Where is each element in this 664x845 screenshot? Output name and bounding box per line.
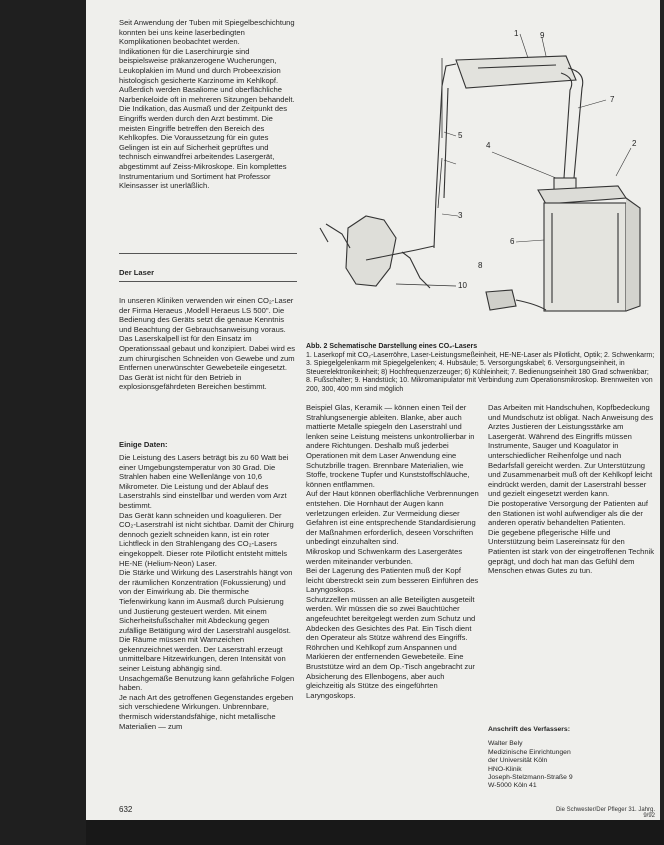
footswitch xyxy=(486,290,516,310)
paragraph: Je nach Art des getroffenen Gegenstandes ergeben sich verschiedene Wirkungen. Unbrennbare, thermisch widerstandsfähige, nicht metallische Materialien — zum xyxy=(119,692,294,731)
paragraph: Das Gerät kann schneiden und koagulieren. Der CO₂-Laserstrahl ist nicht sichtbar. Damit der Chirurg dennoch gezielt schneiden kann, ist ein roter Lichtfleck in den Strahlengang des CO₂-Lasers eingekoppelt. Dieser rote Pilotlicht entsteht mittels HE-NE (Helium-Neon) Laser. xyxy=(119,510,294,568)
callout-2: 2 xyxy=(632,139,637,148)
column-1-data xyxy=(119,453,297,731)
scan-right-edge xyxy=(660,0,664,820)
column-2 xyxy=(306,403,479,700)
laser-head xyxy=(456,56,576,88)
section-title-data: Einige Daten: xyxy=(119,440,168,449)
supply-unit xyxy=(544,203,626,311)
author-line: W-5000 Köln 41 xyxy=(488,782,537,790)
callout-1: 1 xyxy=(514,29,519,38)
callout-9: 9 xyxy=(540,31,545,40)
paragraph: Die Stärke und Wirkung des Laserstrahls hängt von der räumlichen Konzentration (Fokussierung) und von der Einwirkung ab. Die thermische Tiefenwirkung kann im Ausmaß durch Pulsierung und Justierung gesteuert werden. Mit einem Sicherheitsfußschalter mit Abdeckung gegen zufällige Betätigung wird der Laserstrahl ausgelöst. Die Räume müssen mit Warnzeichen gekennzeichnet werden. Der Laserstrahl erzeugt unmittelbare Hitzewirkungen, deren Intensität von seiner Leistung abhängig sind. xyxy=(119,568,293,674)
paragraph: Indikationen für die Laserchirurgie sind beispielsweise präkanzerogene Wucherungen, Leukoplakien im Mund und durch Probeexzision histologisch gesicherte Karzinome im Kehlkopf. Außerdich werden Basaliome und oberflächliche Narbenkeloide oft in mehreren Sitzungen behandelt. xyxy=(119,46,295,104)
paragraph: Die Indikation, das Ausmaß und der Zeitpunkt des Eingriffs werden durch den Arzt bestimmt. Die meisten Eingriffe betreffen den Bereich des Kehlkopfes. Die Voraussetzung für ein gutes Gelingen ist ein auf Sicherheit geprüftes und technisch einwandfrei arbeitendes Lasergerät, abgestimmt auf Zeiss-Mikroskope. Ein komplettes Instrumentarium und Sortiment hat Professor Kleinsasser ist unerläßlich. xyxy=(119,104,288,191)
caption-title: Abb. 2 Schematische Darstellung eines CO₂-Lasers xyxy=(306,343,478,350)
paragraph: Die postoperative Versorgung der Patienten auf den Stationen ist wohl aufwendiger als die der anderen operativ behandelten Patienten. xyxy=(488,498,648,528)
paragraph: Bei der Lagerung des Patienten muß der Kopf leicht überstreckt sein zum besseren Einführen des Laryngoskops. xyxy=(306,566,479,595)
paragraph: Die gegebene pflegerische Hilfe und Unterstützung beim Lasereinsatz für den Patienten ist stark von der eingetroffenen Technik geprägt, und doch hat man das Gefühl dem Menschen etwas Gutes zu tun. xyxy=(488,527,655,576)
column-1-laser xyxy=(119,296,297,392)
paragraph: Beispiel Glas, Keramik — können einen Teil der Strahlungsenergie ableiten. Blanke, aber auch mattierte Metalle spiegeln den Laserstrahl und lenken seine Leistung meistens unkontrollierbar in andere Richtungen. Deshalb muß jederbei Operationen mit dem Laser Anwendung eine Schutzbrille tragen. Brennbare Materialien, wie Stoffe, trockene Tupfer und Kunststoffschläuche, können entflammen. xyxy=(306,403,475,489)
paragraph: Auf der Haut können oberflächliche Verbrennungen entstehen. Die Hornhaut der Augen kann verletzungen erleiden. Zur Vermeidung dieser Gefahren ist eine entsprechende Standardisierung der Maßnahmen erforderlich, deseen Vorschriften unbedingt einzuhalten sind. xyxy=(306,489,479,547)
callout-10: 10 xyxy=(458,281,467,290)
paragraph: Schutzzellen müssen an alle Beteiligten ausgeteilt werden. Wir müssen die so zwei Bauchtücher angefeuchtet bereitgelegt werden zum Schutz und Abdecken des Gesichtes des Pat. Ein Tisch dient den Operateur als Stütze während des Eingriffs. Röhrchen und Kehlkopf zum Anspannen und Markieren der entfernenden Gewebeteile. Eine Bruststütze wird an dem Op.-Tisch angebracht zur Absicherung des Ellenbogens, aber auch gleichzeitig als Stütze des eingeführten Laryngoskops. xyxy=(306,594,476,700)
paragraph: Unsachgemäße Benutzung kann gefährliche Folgen haben. xyxy=(119,673,295,693)
section-title-laser: Der Laser xyxy=(119,268,155,277)
paragraph: Das Laserskalpell ist für den Einsatz im Operationssaal gebaut und konzipiert. Dabei wird es zum chirurgischen Schneiden von Gewebe und zum Entfernen unerwünschter Gewebeteile eingesetzt. xyxy=(119,334,296,373)
author-line: Walter Bely xyxy=(488,740,523,748)
callout-4: 4 xyxy=(486,141,491,150)
scan-left-edge xyxy=(0,0,86,845)
column-3 xyxy=(488,403,655,576)
paragraph: Seit Anwendung der Tuben mit Spiegelbeschichtung konnten bei uns keine laserbedingten Komplikationen beobachtet werden. xyxy=(119,18,295,47)
callout-3: 3 xyxy=(458,211,463,220)
author-heading: Anschrift des Verfassers: xyxy=(488,726,570,733)
author-line: Medizinische Einrichtungen xyxy=(488,748,571,756)
laser-device-diagram xyxy=(306,28,658,340)
callout-8: 8 xyxy=(478,261,483,270)
paragraph: Mikroskop und Schwenkarm des Lasergerätes werden miteinander verbunden. xyxy=(306,546,463,566)
author-address xyxy=(488,726,655,791)
callout-7: 7 xyxy=(610,95,615,104)
paragraph: In unseren Kliniken verwenden wir einen CO₂-Laser der Firma Heraeus ,Modell Heraeus LS 500". Die Bedienung des Geräts setzt die genaue Kenntnis und Beachtung der Gebrauchsanweisung voraus. xyxy=(119,296,294,334)
author-line: der Universität Köln xyxy=(488,757,548,765)
page-number: 632 xyxy=(119,805,133,814)
paragraph: Die Leistung des Lasers beträgt bis zu 60 Watt bei einer Umgebungstemperatur von 30 Grad. Die Strahlen haben eine Wellenlänge von 10,6 Mikrometer. Die Leistung und der Ablauf des Laserstrahls sind einstellbar und werden vom Arzt bestimmt. xyxy=(119,453,289,510)
scan-bottom-edge xyxy=(86,820,664,845)
section-divider xyxy=(119,281,297,282)
journal-footer: Die Schwester/Der Pfleger 31. Jahrg. 9/92 xyxy=(555,807,655,819)
caption-text: 1. Laserkopf mit CO₂-Laserröhre, Laser-Leistungsmeßeinheit, HE-NE-Laser als Pilotlicht, Optik; 2. Schwenkarm; 3. Spiegelgelenkarm mit Spiegelgelenken; 4. Hubsäule; 5. Versorgungskabel; 6. Versorgungseinheit, in Steuerelektronikeinheit; 8) Hochfrequenzerzeuger; 6) Kühleinheit; 7. Bedienungseinheit 180 Grad schwenkbar; 8. Fußschalter; 9. Handstück; 10. Mikromanipulator mit Verbindung zum Operationsmikroskop. Brennweiten von 200, 300, 400 mm sind möglich xyxy=(306,351,655,393)
column-1-intro xyxy=(119,18,297,191)
callout-5: 5 xyxy=(458,131,463,140)
paragraph: Das Arbeiten mit Handschuhen, Kopfbedeckung und Mundschutz ist obligat. Nach Anweisung des Arztes Justieren der Leistungsstärke am Lasergerät. Während des Eingriffs müssen Instrumente, Sauger und Koagulator in unterschiedlicher Reihenfolge und nach Bedarfsfall gereicht werden. Zur Unterstützung und Zusammenarbeit muß oft der Kehlkopf leicht eindrückt werden, damit der Laserstrahl besser und gezielt eingesetzt werden kann. xyxy=(488,403,654,499)
author-line: Joseph-Stelzmann-Straße 9 xyxy=(488,774,573,782)
callout-6: 6 xyxy=(510,237,515,246)
paragraph: Das Gerät ist nicht für den Betrieb in explosionsgefährdeten Bereichen bestimmt. xyxy=(119,372,267,392)
section-divider xyxy=(119,253,297,254)
microscope xyxy=(346,216,396,286)
author-line: HNO-Klinik xyxy=(488,765,522,773)
figure-caption xyxy=(306,343,655,395)
